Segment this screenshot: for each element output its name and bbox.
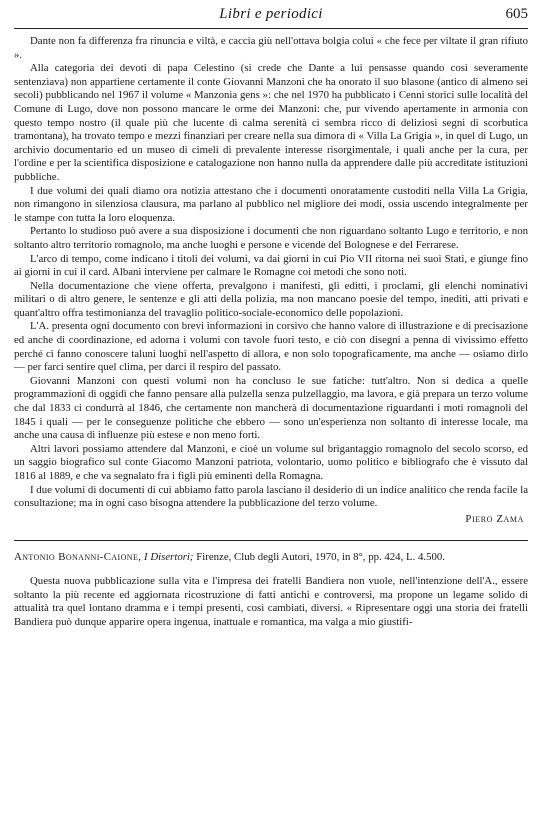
paragraph: I due volumi dei quali diamo ora notizia attestano che i documenti onoratamente custoditi nella Villa La Grigia, non rimangono in silenziosa clausura, ma parlano al pubblico nel migliore dei modi, ossia uscendo integralmente per le stampe con tutta la loro eloquenza. (14, 184, 528, 224)
page-number: 605 (505, 6, 528, 22)
paragraph: Alla categoria dei devoti di papa Celestino (si crede che Dante a lui pensasse quando così severamente sentenziava) non appartiene certamente il conte Giovanni Manzoni che ha onorato il suo blasone (antico di almeno sei secoli) pubblicando nel 1967 il volume « Manzonia gens »: che nel 1970 ha pubblicato i Cenni storici sulle località del Comune di Lugo, dove non possono mancare le orme dei Manzoni: che, pur vivendo apertamente in armonia con questo tempo nostro (il quale più che lucente di calma serenità ci sembra ricco di deliziosi segni di scorbutica tramontana), ha trovato tempo e mezzi finanziari per creare nella sua dimora di « Villa La Grigia », in quel di Lugo, un archivio documentario ed un museo di cimeli di prevalente interesse risorgimentale, i quali anche per la cura, per l'ordine e per la scientifica disposizione e catalogazione non hanno nulla da apprendere dalle più accreditate istituzioni pubbliche. (14, 62, 528, 183)
paragraph: L'arco di tempo, come indicano i titoli dei volumi, va dai giorni in cui Pio VII ritorna nei suoi Stati, e giunge fino ai giorni in cui il card. Albani interviene per calmare le Romagne coi metodi che sono noti. (14, 252, 528, 279)
paragraph: Questa nuova pubblicazione sulla vita e l'impresa dei fratelli Bandiera non vuole, nell'intenzione dell'A., essere soltanto la più recente ed aggiornata ricostruzione di fatti antichi e controversi, ma propone un legame solido di attualità tra quel lontano dramma e i tempi presenti, così cambiati, diversi. « Ripresentare oggi una storia dei fratelli Bandiera può dunque apparire opera ingenua, inattuale e romantica, ma valga a mio giustifi- (14, 574, 528, 628)
book-citation (14, 551, 528, 565)
paragraph: I due volumi di documenti di cui abbiamo fatto parola lasciano il desiderio di un indice analitico che renda facile la consultazione; ma in ogni caso bisogna attendere la pubblicazione del terzo volume. (14, 483, 528, 510)
running-header (14, 2, 528, 29)
author-signature: Piero Zama (465, 512, 524, 525)
paragraph: Dante non fa differenza fra rinuncia e viltà, e caccia giù nell'ottava bolgia colui « che fece per viltate il gran rifiuto ». (14, 35, 528, 61)
review-body (14, 575, 528, 629)
article-body (14, 35, 528, 526)
paragraph: Giovanni Manzoni con questi volumi non ha concluso le sue fatiche: tutt'altro. Non si dedica a quelle programmazioni di oggidì che fanno pensare alla pulzella senza pulzellaggio, ma lavora, e già prepara un terzo volume che dal 1833 ci condurrà al 1846, che certamente non mancherà di documentazione riguardanti i moti romagnoli del 1845 i quali — per le conseguenze politiche che ebbero — sono un'esperienza non soltanto di interesse locale, ma anche una causa di influenze più estese e non meno forti. (14, 374, 528, 442)
section-title: Libri e periodici (219, 6, 323, 22)
paragraph: Nella documentazione che viene offerta, prevalgono i manifesti, gli editti, i proclami, gli elenchi nominativi militari o di altro genere, le sentenze e gli atti della polizia, ma non mancano poesie del tempo, inediti, atti privati e quant'altro offra testimonianza del travaglio politico-sociale-economico delle popolazioni. (14, 279, 528, 319)
book-title: I Disertori; (144, 551, 194, 564)
paragraph: Altri lavori possiamo attendere dal Manzoni, e cioè un volume sul brigantaggio romagnolo del secolo scorso, ed un saggio biografico sul conte Giacomo Manzoni patriota, volontario, uomo politico e bibliografo che è vissuto dal 1816 al 1889, e che va segnalato fra i figli più eminenti della Romagna. (14, 442, 528, 482)
paragraph: L'A. presenta ogni documento con brevi informazioni in corsivo che hanno valore di illustrazione e di precisazione ed anche di coordinazione, ed adorna i volumi con tavole fuori testo, e ciò con disegni a penna di vivissimo effetto perché ci fanno conoscere taluni luoghi nell'aspetto di allora, e non solo topograficamente, ma anche — osiamo dirlo — per farci sentire quel clima, per darci il respiro del passato. (14, 320, 528, 374)
book-author: Antonio Bonanni-Caione, (14, 551, 142, 564)
book-publication-details: Firenze, Club degli Autori, 1970, in 8°, pp. 424, L. 4.500. (196, 551, 445, 564)
section-divider (14, 540, 528, 541)
paragraph: Pertanto lo studioso può avere a sua disposizione i documenti che non riguardano soltanto Lugo e territorio, e non soltanto altro territorio romagnolo, ma anche luoghi e persone e vicende del Bolognese e del Ferrarese. (14, 225, 528, 251)
